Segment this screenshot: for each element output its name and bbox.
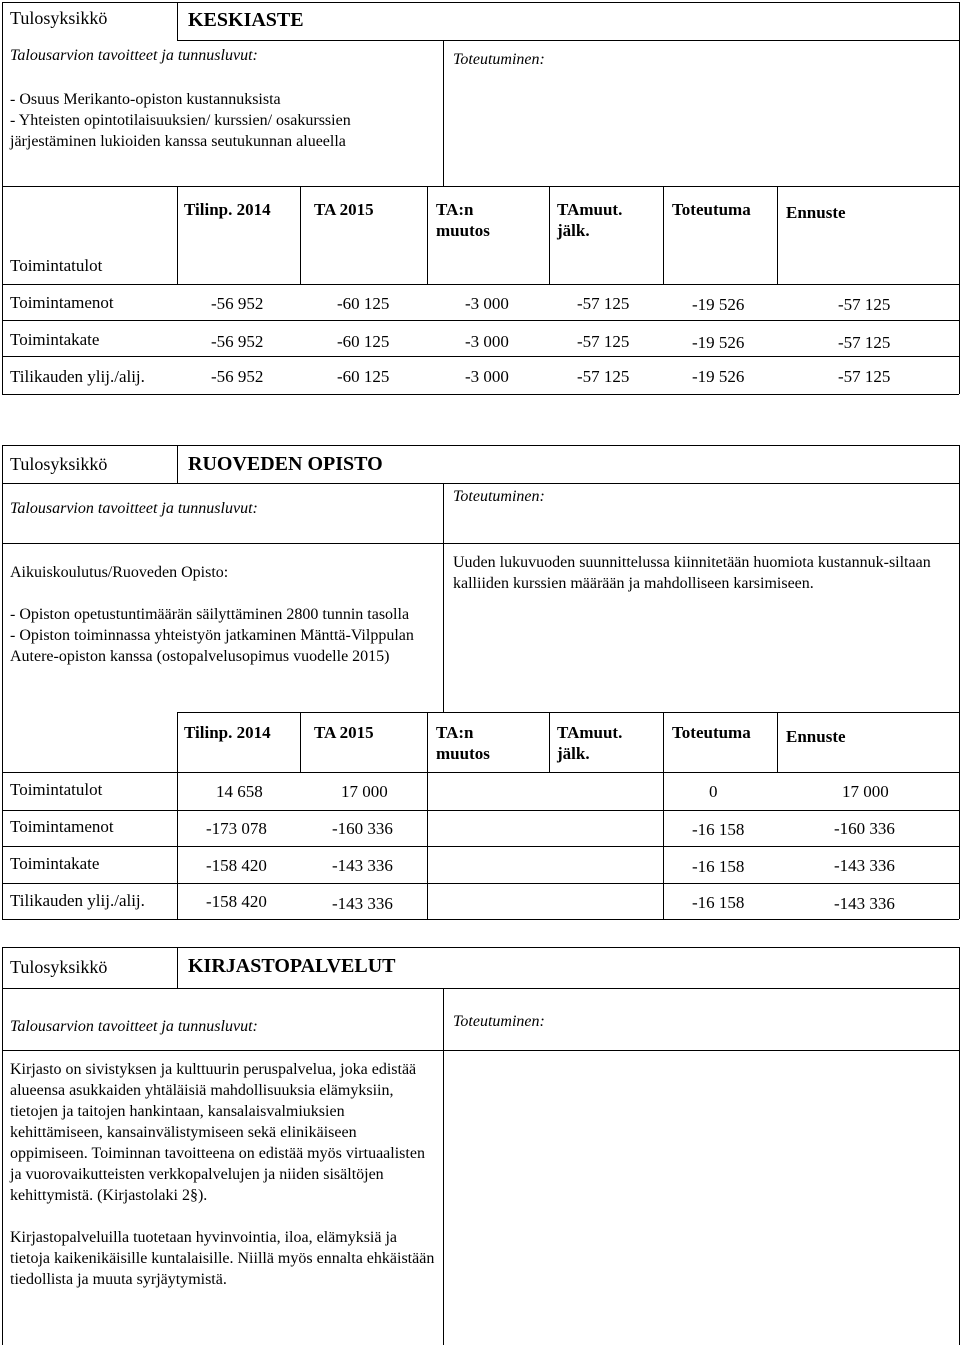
cell: -143 336 [834,894,895,913]
row-label-tilikauden: Tilikauden ylij./alij. [10,367,145,386]
cell: -143 336 [834,856,895,875]
row-label-toimintatulot: Toimintatulot [10,780,103,799]
unit-name: KESKIASTE [188,9,304,31]
cell: -57 125 [577,294,630,313]
col-header-ennuste: Ennuste [786,203,846,222]
col-header-toteutuma: Toteutuma [672,723,751,742]
col-header-ta-muutos: TA:n muutos [436,723,490,763]
cell: 17 000 [842,782,889,801]
col-header-tilinp-2014: Tilinp. 2014 [184,723,271,742]
col-header-ta-2015: TA 2015 [314,723,374,742]
cell: 0 [709,782,718,801]
realization-label: Toteutuminen: [453,1013,545,1030]
goals-text: Kirjasto on sivistyksen ja kulttuurin peruspalvelua, joka edistää alueensa asukkaiden yhtäläisiä mahdollisuuksia elämyksiin, tietojen ja taitojen hankintaan, kansalaisvalmiuksien kehittämiseen, kansainvälistymiseen sekä elinikäiseen oppimiseen. Toiminnan tavoitteena on edistää myös virtuaalisten ja vuorovaikutteisten verkkopalvelujen ja niiden sisältöjen kehittymistä. (Kirjastolaki 2§). Kirjastopalveluilla tuotetaan hyvinvointia, iloa, elämyksiä ja tietoja kaikenikäisille kuntalaisille. Niillä myös ennalta ehkäistään tiedollista ja muuta syrjäytymistä. [10,1061,435,1288]
col-header-toteutuma: Toteutuma [672,200,751,219]
unit-name: RUOVEDEN OPISTO [188,453,383,475]
cell: -60 125 [337,332,390,351]
row-label-toimintakate: Toimintakate [10,330,100,349]
cell: -16 158 [692,820,745,839]
col-header-tamuut-jalk: TAmuut. jälk. [557,200,623,240]
col-header-ta-muutos: TA:n muutos [436,200,490,240]
cell: -16 158 [692,857,745,876]
realization-label: Toteutuminen: [453,488,545,505]
cell: -3 000 [465,367,509,386]
goals-text: Aikuiskoulutus/Ruoveden Opisto: - Opiston opetustuntimäärän säilyttäminen 2800 tunnin tasolla - Opiston toiminnassa yhteistyön jatkaminen Mänttä-Vilppulan Autere-opiston kanssa (ostopalvelusopimus vuodelle 2015) [10,564,414,665]
cell: -3 000 [465,294,509,313]
cell: -60 125 [337,367,390,386]
cell: -160 336 [332,819,393,838]
row-label-toimintamenot: Toimintamenot [10,817,114,836]
cell: -57 125 [577,332,630,351]
cell: 14 658 [216,782,263,801]
goals-label: Talousarvion tavoitteet ja tunnusluvut: [10,1018,258,1035]
col-header-ennuste: Ennuste [786,727,846,746]
col-header-ta-2015: TA 2015 [314,200,374,219]
goals-label: Talousarvion tavoitteet ja tunnusluvut: [10,47,258,64]
cell: -19 526 [692,295,745,314]
goals-label: Talousarvion tavoitteet ja tunnusluvut: [10,500,258,517]
row-label-toimintakate: Toimintakate [10,854,100,873]
cell: -158 420 [206,856,267,875]
row-label-toimintatulot: Toimintatulot [10,256,103,275]
cell: -173 078 [206,819,267,838]
realization-label: Toteutuminen: [453,51,545,68]
cell: -56 952 [211,294,264,313]
cell: -56 952 [211,367,264,386]
row-label-tilikauden: Tilikauden ylij./alij. [10,891,145,910]
col-header-tilinp-2014: Tilinp. 2014 [184,200,271,219]
cell: 17 000 [341,782,388,801]
cell: -57 125 [838,333,891,352]
cell: -56 952 [211,332,264,351]
cell: -57 125 [838,295,891,314]
cell: -160 336 [834,819,895,838]
unit-label: Tulosyksikkö [10,957,108,977]
cell: -158 420 [206,892,267,911]
unit-name: KIRJASTOPALVELUT [188,955,396,977]
cell: -60 125 [337,294,390,313]
row-label-toimintamenot: Toimintamenot [10,293,114,312]
realization-text: Uuden lukuvuoden suunnittelussa kiinnitetään huomiota kustannuk-siltaan kalliiden kurssien määrään ja mahdolliseen karsimiseen. [453,554,931,592]
col-header-tamuut-jalk: TAmuut. jälk. [557,723,623,763]
cell: -57 125 [838,367,891,386]
cell: -19 526 [692,367,745,386]
cell: -143 336 [332,856,393,875]
cell: -3 000 [465,332,509,351]
unit-label: Tulosyksikkö [10,8,108,28]
goals-text: - Osuus Merikanto-opiston kustannuksista - Yhteisten opintotilaisuuksien/ kurssien/ osakurssien järjestäminen lukioiden kanssa seutukunnan alueella [10,91,351,150]
unit-label: Tulosyksikkö [10,454,108,474]
cell: -16 158 [692,893,745,912]
cell: -57 125 [577,367,630,386]
cell: -19 526 [692,333,745,352]
cell: -143 336 [332,894,393,913]
